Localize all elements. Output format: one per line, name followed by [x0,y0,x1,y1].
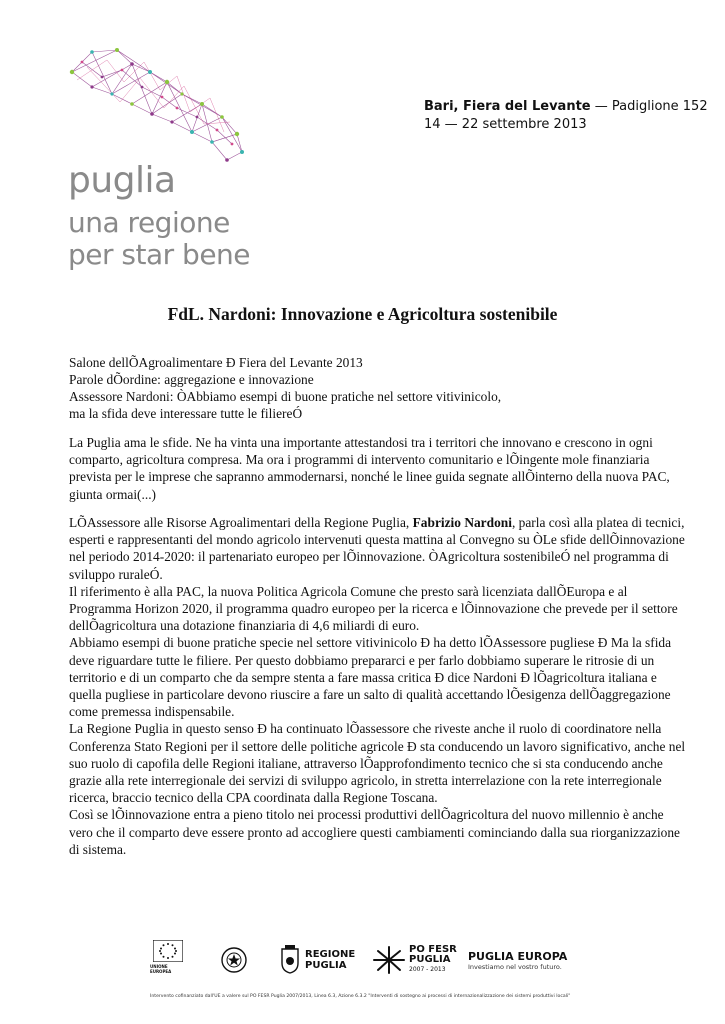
paragraph-2a: Il riferimento è alla PAC, la nuova Politica Agricola Comune che presto sarà licenziata dallÕEuropa e al Programma Horizon 2020, il programma quadro europeo per la ricerca e lÕinnovazione che prevede per il settore dellÕagricoltura una dotazione finanziaria di 4,6 miliardi di euro. [69,583,678,634]
fesr-burst-icon [372,945,406,975]
lead-text-cont: , parla così alla platea di tecnici, esperti e rappresentanti del mondo agricolo intervenuti questa mattina al Convegno su ÒLe sfide dellÕinnovazione nel periodo 2014-2020: il partenariato europeo per lÕinnovazione. ÒAgricoltura sostenibileÓ nel programma di sviluppo ruraleÓ. [69,515,685,582]
regione-label-2: PUGLIA [305,960,347,971]
footer-note: Intervento cofinanziato dall'UE a valere sul PO FESR Puglia 2007/2013, Linea 6.3, Azione 6.3.2 "Interventi di sostegno ai processi di internazionalizzazione dei sistemi produttivi locali" [150,994,571,999]
intro-line: Parole dÕordine: aggregazione e innovazione [69,372,314,387]
po-fesr-logo [372,940,462,980]
event-dates: 14 — 22 settembre 2013 [424,117,587,132]
regione-shield-icon [280,945,300,975]
assessore-name: Fabrizio Nardoni [412,515,512,530]
puglia-europa-label: PUGLIA EUROPA [468,949,568,963]
paragraph-2d: Così se lÕinnovazione entra a pieno titolo nei processi produttivi dellÕagricoltura del nuovo millennio è anche vero che il comparto deve essere pronto ad accogliere questi cambiamenti cominciando dalla sua riorganizzazione di sistema. [69,807,680,857]
network-map-icon [62,42,252,172]
logo-tagline-line2: per star bene [68,238,251,271]
emblem-star-icon [220,945,248,975]
event-place: Bari, Fiera del Levante [424,99,591,114]
fesr-label-2: PUGLIA [409,954,451,965]
paragraph-2c: La Regione Puglia in questo senso Ð ha continuato lÕassessore che riveste anche il ruolo di coordinatore nella Conferenza Stato Regioni per il settore delle politiche agricole Ð sta conducendo un lavoro significativo, anche nel suo ruolo di capofila delle Regioni italiane, attraverso lÕapprofondimento tecnico che si sta conducendo anche grazie alla rete interregionale dei servizi di sviluppo agricolo, in stretta interrelazione con la rete interregionale ricerca, braccio tecnico della CPA coordinata dalla Regione Toscana. [69,721,686,806]
event-info [424,98,708,134]
regione-puglia-logo [280,940,360,980]
intro-line: Assessore Nardoni: ÒAbbiamo esempi di buone pratiche nel settore vitivinicolo, [69,389,502,404]
logo-tagline-line1: una regione [68,206,230,239]
paragraph-1: La Puglia ama le sfide. Ne ha vinta una importante attestandosi tra i territori che innovano e crescono in ogni comparto, agricoltura compresa. Ma ora i programmi di intervento comunitario e lÕingente mole finanziaria prevista per le imprese che sapranno ammodernarsi, nonché le linee guida segnate allÕinterno della nuova PAC, giunta ormai(...) [69,435,670,502]
paragraph-2-block [69,514,689,858]
puglia-logo [62,42,252,282]
eu-label: UNIONE EUROPEA [150,964,172,974]
puglia-europa-logo [468,940,578,980]
regione-label-1: REGIONE [305,949,356,960]
puglia-europa-slogan: Investiamo nel vostro futuro. [468,962,562,971]
eu-logo [150,940,186,980]
intro-block [69,354,689,422]
lead-text: LÕAssessore alle Risorse Agroalimentari della Regione Puglia, [69,515,413,530]
paragraph-2-lead [69,514,689,583]
intro-line: ma la sfida deve interessare tutte le filiereÓ [69,406,303,421]
intro-line: Salone dellÕAgroalimentare Ð Fiera del Levante 2013 [69,355,363,370]
event-pavilion: — Padiglione 152 [594,99,708,114]
eu-flag-icon [153,940,183,962]
italian-republic-emblem [220,940,250,980]
logo-puglia-text: puglia [68,160,176,201]
footer-logos [150,940,570,990]
fesr-label-1: PO FESR [409,944,457,955]
paragraph-2b: Abbiamo esempi di buone pratiche specie nel settore vitivinicolo Ð ha detto lÕAssessore pugliese Ð Ma la sfida deve riguardare tutte le filiere. Per questo dobbiamo prepararci e per farlo dobbiamo superare le ritrosie di un territorio e di un comparto che da sempre stenta a fare massa critica Ð dice Nardoni Ð lÕagricoltura italiana e quella pugliese in particolare devono riuscire a fare un salto di qualità accettando lÕesigenza dellÕaggregazione come premessa indispensabile. [69,635,672,720]
page-title: FdL. Nardoni: Innovazione e Agricoltura sostenibile [167,304,558,324]
fesr-label-3: 2007 - 2013 [409,966,446,973]
